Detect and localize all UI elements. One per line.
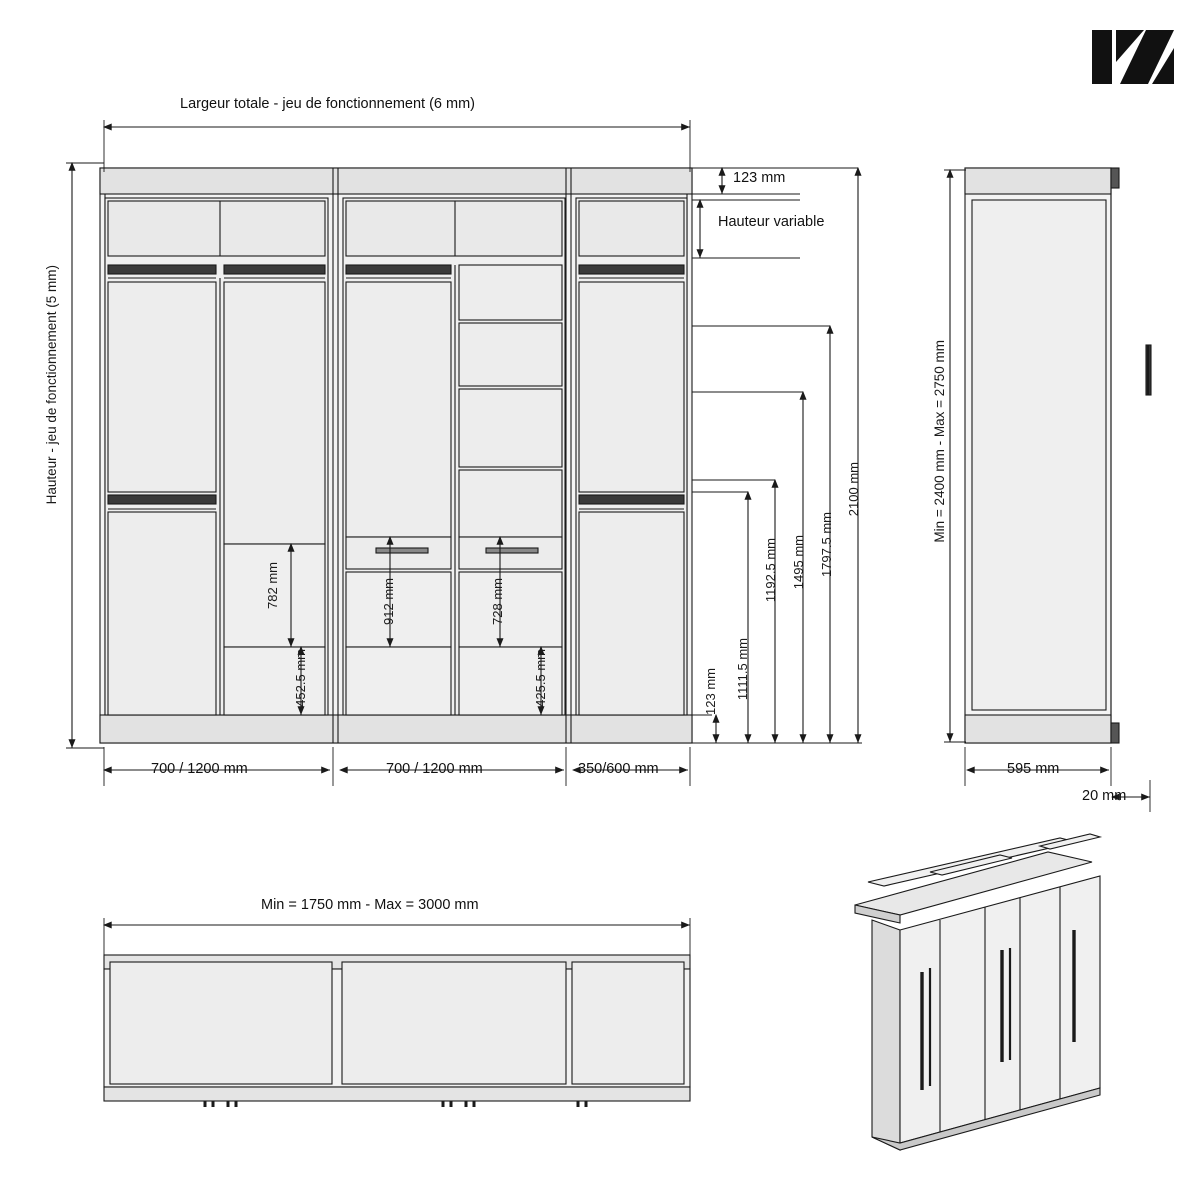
dim-variable-height-label: Hauteur variable xyxy=(718,214,825,230)
dim-inner-452-5mm: 452.5 mm xyxy=(293,649,309,707)
side-depth-label: 595 mm xyxy=(1007,761,1060,777)
side-height-range-label: Min = 2400 mm - Max = 2750 mm xyxy=(932,340,947,543)
dim-right-1797-5mm: 1797.5 mm xyxy=(819,512,834,578)
dim-bottom-module-3: 350/600 mm xyxy=(578,761,659,777)
dim-inner-912mm: 912 mm xyxy=(381,578,397,625)
dim-inner-782mm: 782 mm xyxy=(265,562,281,609)
dim-bottom-module-1: 700 / 1200 mm xyxy=(151,761,248,777)
dim-bottom-module-2: 700 / 1200 mm xyxy=(386,761,483,777)
dim-right-1192-5mm: 1192.5 mm xyxy=(763,538,778,603)
dim-right-123mm: 123 mm xyxy=(703,668,718,715)
side-thickness-label: 20 mm xyxy=(1082,788,1127,804)
dim-right-1111-5mm: 1111.5 mm xyxy=(735,638,750,701)
wardrobe-3d-preview xyxy=(855,834,1100,1150)
dim-top-123mm: 123 mm xyxy=(733,170,786,186)
brand-logo-k xyxy=(1086,22,1178,92)
front-total-height-label: Hauteur - jeu de fonctionnement (5 mm) xyxy=(44,265,59,505)
top-plan-view xyxy=(104,918,690,1107)
side-section-view xyxy=(944,168,1151,812)
dim-right-1495mm: 1495 mm xyxy=(791,535,806,590)
dim-inner-728mm: 728 mm xyxy=(490,578,506,625)
dim-inner-425-5mm: 425.5 mm xyxy=(533,649,549,707)
front-total-width-label: Largeur totale - jeu de fonctionnement (6 mm) xyxy=(180,96,475,112)
dim-right-2100mm: 2100 mm xyxy=(846,462,861,517)
top-width-range-label: Min = 1750 mm - Max = 3000 mm xyxy=(261,897,479,913)
